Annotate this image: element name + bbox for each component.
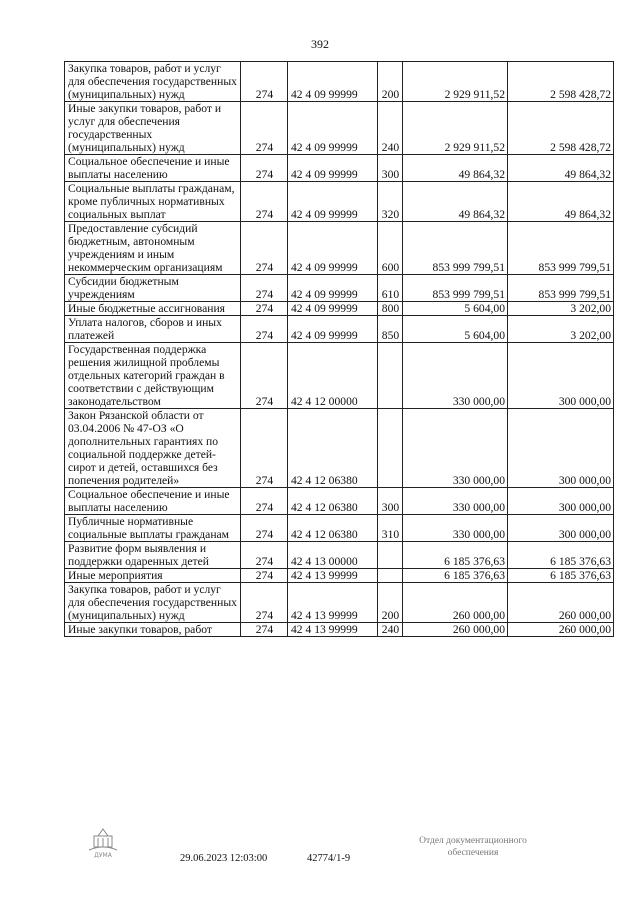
row-expense-type [378,409,403,488]
row-amount-1: 330 000,00 [403,409,508,488]
footer-datetime: 29.06.2023 12:03:00 [180,853,268,864]
table-row [65,343,614,409]
row-amount-2: 260 000,00 [508,623,614,637]
row-kcsr: 42 4 12 00000 [288,343,378,409]
row-amount-1: 330 000,00 [403,488,508,515]
row-name: Иные закупки товаров, работ [65,623,241,637]
page-number: 392 [311,37,329,51]
row-expense-type [378,343,403,409]
row-kcsr: 42 4 09 99999 [288,62,378,102]
row-amount-1: 49 864,32 [403,182,508,222]
row-expense-type: 300 [378,488,403,515]
row-kcsr: 42 4 09 99999 [288,302,378,316]
table-row [65,515,614,542]
table-row [65,583,614,623]
row-code: 274 [241,542,288,569]
row-code: 274 [241,569,288,583]
row-amount-1: 260 000,00 [403,623,508,637]
row-amount-2: 300 000,00 [508,409,614,488]
row-expense-type: 240 [378,102,403,155]
footer-department: Отдел документационного обеспечения [419,836,527,858]
row-amount-2: 300 000,00 [508,488,614,515]
row-amount-1: 260 000,00 [403,583,508,623]
row-amount-2: 300 000,00 [508,515,614,542]
table-row [65,222,614,275]
row-kcsr: 42 4 12 06380 [288,488,378,515]
row-kcsr: 42 4 12 06380 [288,515,378,542]
row-expense-type [378,542,403,569]
row-name: Социальные выплаты гражданам, кроме публичных нормативных социальных выплат [65,182,241,222]
row-code: 274 [241,182,288,222]
table-row [65,302,614,316]
row-name: Государственная поддержка решения жилищной проблемы отдельных категорий граждан в соответствии с действующим законодательством [65,343,241,409]
row-amount-2: 2 598 428,72 [508,102,614,155]
row-kcsr: 42 4 13 99999 [288,623,378,637]
row-name: Иные бюджетные ассигнования [65,302,241,316]
row-amount-1: 5 604,00 [403,302,508,316]
row-name: Закупка товаров, работ и услуг для обеспечения государственных (муниципальных) нужд [65,62,241,102]
row-expense-type: 200 [378,583,403,623]
row-amount-2: 6 185 376,63 [508,569,614,583]
row-code: 274 [241,62,288,102]
row-name: Публичные нормативные социальные выплаты гражданам [65,515,241,542]
row-name: Социальное обеспечение и иные выплаты населению [65,155,241,182]
table-row [65,623,614,637]
table-row [65,62,614,102]
duma-logo-icon [86,826,120,862]
row-amount-2: 300 000,00 [508,343,614,409]
row-code: 274 [241,275,288,302]
row-amount-1: 330 000,00 [403,343,508,409]
row-code: 274 [241,343,288,409]
row-kcsr: 42 4 09 99999 [288,222,378,275]
row-expense-type: 800 [378,302,403,316]
row-amount-1: 853 999 799,51 [403,222,508,275]
row-kcsr: 42 4 09 99999 [288,182,378,222]
row-expense-type: 310 [378,515,403,542]
row-name: Социальное обеспечение и иные выплаты населению [65,488,241,515]
row-kcsr: 42 4 09 99999 [288,316,378,343]
row-code: 274 [241,583,288,623]
row-amount-2: 260 000,00 [508,583,614,623]
row-kcsr: 42 4 13 00000 [288,542,378,569]
table-row [65,102,614,155]
table-row [65,569,614,583]
row-amount-1: 853 999 799,51 [403,275,508,302]
row-amount-2: 2 598 428,72 [508,62,614,102]
footer-doc-number: 42774/1-9 [307,853,351,864]
row-expense-type: 300 [378,155,403,182]
row-amount-1: 49 864,32 [403,155,508,182]
row-code: 274 [241,515,288,542]
table-row [65,316,614,343]
table-row [65,542,614,569]
row-amount-2: 3 202,00 [508,316,614,343]
row-expense-type: 320 [378,182,403,222]
table-row [65,275,614,302]
row-code: 274 [241,316,288,343]
row-amount-2: 49 864,32 [508,182,614,222]
row-amount-2: 853 999 799,51 [508,222,614,275]
row-expense-type: 610 [378,275,403,302]
row-amount-2: 853 999 799,51 [508,275,614,302]
row-name: Закон Рязанской области от 03.04.2006 № 47-ОЗ «О дополнительных гарантиях по социальной поддержке детей-сирот и детей, оставшихся без попечения родителей» [65,409,241,488]
row-kcsr: 42 4 09 99999 [288,102,378,155]
row-code: 274 [241,302,288,316]
row-name: Субсидии бюджетным учреждениям [65,275,241,302]
row-amount-1: 2 929 911,52 [403,62,508,102]
row-amount-2: 6 185 376,63 [508,542,614,569]
row-code: 274 [241,623,288,637]
table-row [65,155,614,182]
row-kcsr: 42 4 09 99999 [288,155,378,182]
row-code: 274 [241,155,288,182]
row-amount-1: 5 604,00 [403,316,508,343]
row-amount-1: 2 929 911,52 [403,102,508,155]
table-row [65,488,614,515]
table-row [65,182,614,222]
row-code: 274 [241,488,288,515]
row-code: 274 [241,222,288,275]
row-code: 274 [241,409,288,488]
row-amount-1: 6 185 376,63 [403,542,508,569]
row-amount-2: 49 864,32 [508,155,614,182]
row-name: Иные закупки товаров, работ и услуг для обеспечения государственных (муниципальных) нужд [65,102,241,155]
row-name: Закупка товаров, работ и услуг для обеспечения государственных (муниципальных) нужд [65,583,241,623]
row-expense-type: 850 [378,316,403,343]
row-amount-1: 6 185 376,63 [403,569,508,583]
row-expense-type: 240 [378,623,403,637]
row-code: 274 [241,102,288,155]
row-kcsr: 42 4 13 99999 [288,569,378,583]
row-name: Уплата налогов, сборов и иных платежей [65,316,241,343]
row-expense-type: 600 [378,222,403,275]
budget-table [64,61,614,637]
row-name: Предоставление субсидий бюджетным, автономным учреждениям и иным некоммерческим организациям [65,222,241,275]
row-expense-type [378,569,403,583]
row-kcsr: 42 4 13 99999 [288,583,378,623]
row-kcsr: 42 4 09 99999 [288,275,378,302]
table-row [65,409,614,488]
row-name: Развитие форм выявления и поддержки одаренных детей [65,542,241,569]
row-expense-type: 200 [378,62,403,102]
row-kcsr: 42 4 12 06380 [288,409,378,488]
row-amount-1: 330 000,00 [403,515,508,542]
row-name: Иные мероприятия [65,569,241,583]
logo-text: ДУМА [94,852,112,859]
row-amount-2: 3 202,00 [508,302,614,316]
